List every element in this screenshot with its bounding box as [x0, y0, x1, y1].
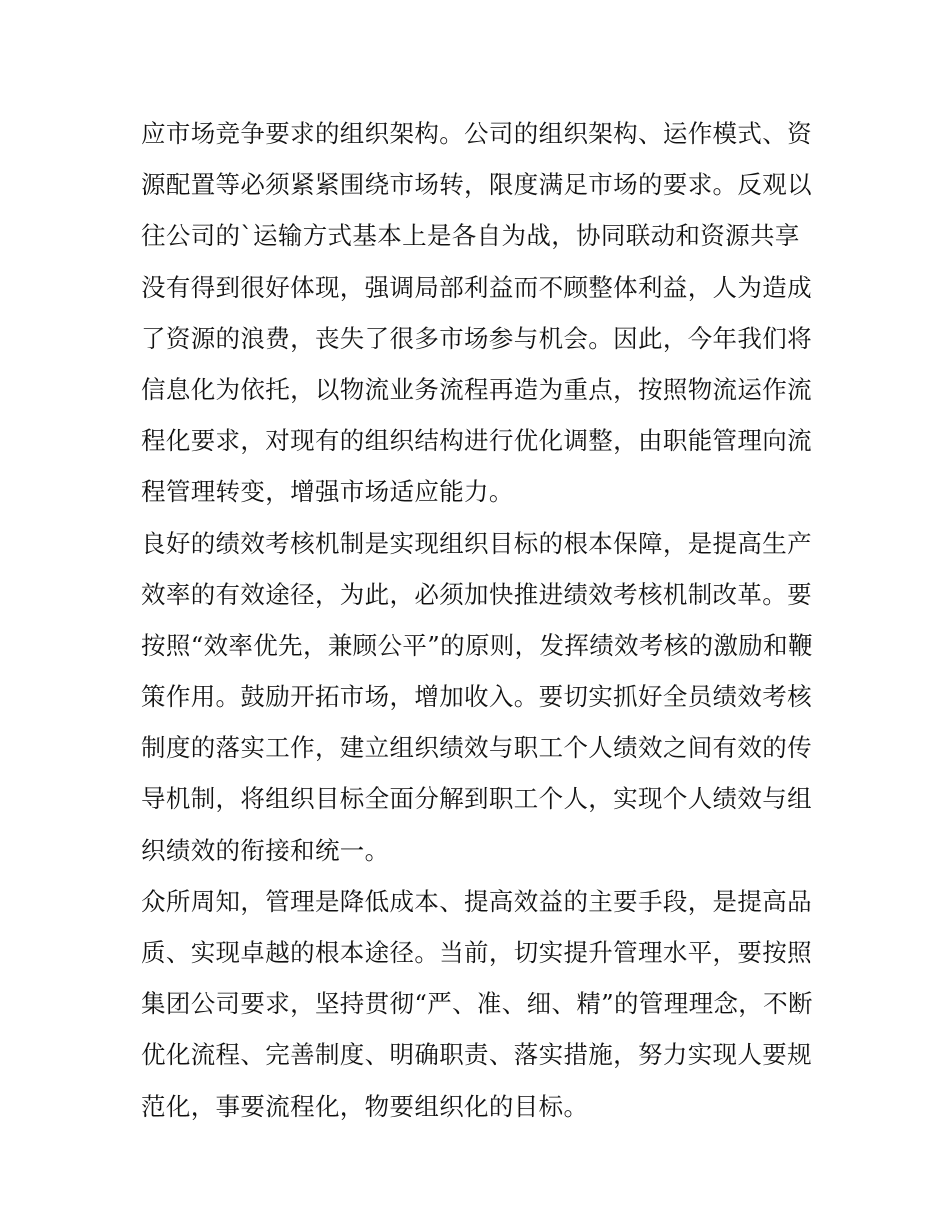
document-body — [141, 108, 813, 1132]
text-line: 范化，事要流程化，物要组织化的目标。 — [141, 1091, 589, 1121]
text-line: 众所周知，管理是降低成本、提高效益的主要手段，是提高品 — [141, 886, 812, 916]
text-line: 应市场竞争要求的组织架构。公司的组织架构、运作模式、资 — [141, 119, 812, 148]
paragraph-3 — [141, 876, 813, 1132]
text-line: 集团公司要求，坚持贯彻“严、准、细、精”的管理理念，不断 — [141, 989, 813, 1019]
text-line: 良好的绩效考核机制是实现组织目标的根本保障，是提高生产 — [141, 528, 812, 558]
text-line: 没有得到很好体现，强调局部利益而不顾整体利益，人为造成 — [141, 272, 812, 302]
text-line: 了资源的浪费，丧失了很多市场参与机会。因此，今年我们将 — [141, 323, 812, 353]
text-line: 信息化为依托，以物流业务流程再造为重点，按照物流运作流 — [141, 374, 812, 404]
paragraph-1 — [141, 108, 813, 518]
text-line: 制度的落实工作，建立组织绩效与职工个人绩效之间有效的传 — [141, 733, 812, 763]
text-line: 往公司的`运输方式基本上是各自为战，协同联动和资源共享 — [141, 221, 800, 251]
text-line: 按照“效率优先，兼顾公平”的原则，发挥绩效考核的激励和鞭 — [141, 630, 813, 660]
text-line: 织绩效的衔接和统一。 — [141, 835, 390, 865]
paragraph-2 — [141, 518, 813, 876]
text-line: 优化流程、完善制度、明确职责、落实措施，努力实现人要规 — [141, 1040, 812, 1070]
text-line: 策作用。鼓励开拓市场，增加收入。要切实抓好全员绩效考核 — [141, 682, 812, 712]
text-line: 质、实现卓越的根本途径。当前，切实提升管理水平，要按照 — [141, 938, 812, 967]
text-line: 程管理转变，增强市场适应能力。 — [141, 477, 514, 507]
text-line: 导机制，将组织目标全面分解到职工个人，实现个人绩效与组 — [141, 784, 812, 814]
text-line: 源配置等必须紧紧围绕市场转，限度满足市场的要求。反观以 — [141, 170, 812, 200]
text-line: 程化要求，对现有的组织结构进行优化调整，由职能管理向流 — [141, 426, 812, 456]
text-line: 效率的有效途径，为此，必须加快推进绩效考核机制改革。要 — [141, 579, 812, 609]
